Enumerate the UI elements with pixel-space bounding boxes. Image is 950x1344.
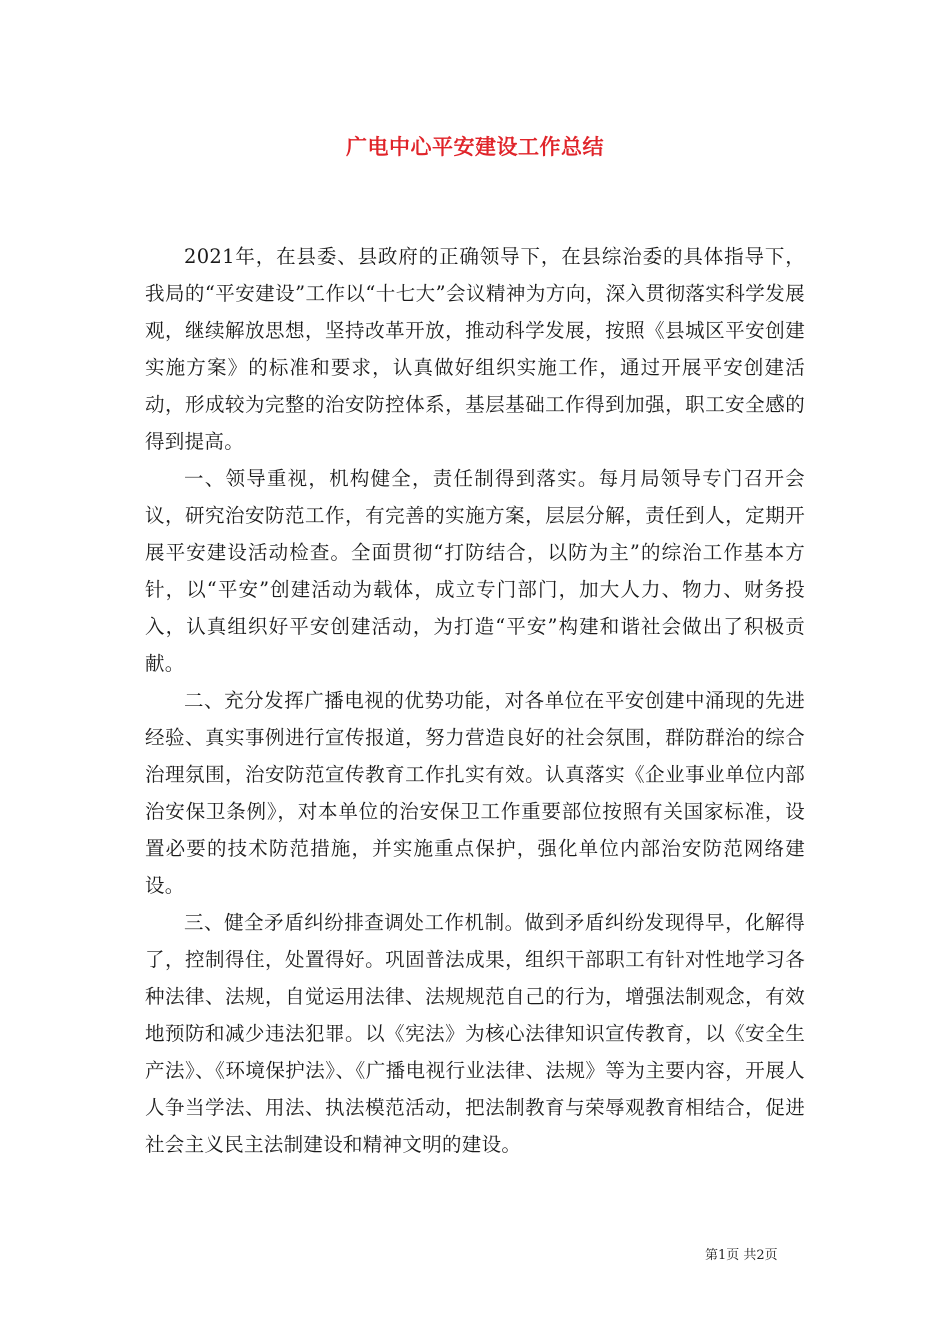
paragraph-section-3: 三、健全矛盾纠纷排查调处工作机制。做到矛盾纠纷发现得早，化解得了，控制得住，处置得好。巩固普法成果，组织干部职工有针对性地学习各种法律、法规，自觉运用法律、法规规范自己的行为，增强法制观念，有效地预防和减少违法犯罪。以《宪法》为核心法律知识宣传教育，以《安全生产法》、《环境保护法》、《广播电视行业法律、法规》等为主要内容，开展人人争当学法、用法、执法模范活动，把法制教育与荣辱观教育相结合，促进社会主义民主法制建设和精神文明的建设。 <box>145 911 805 1156</box>
paragraph-intro: 2021年，在县委、县政府的正确领导下，在县综治委的具体指导下，我局的“平安建设”工作以“十七大”会议精神为方向，深入贯彻落实科学发展观，继续解放思想，坚持改革开放，推动科学发展，按照《县城区平安创建实施方案》的标准和要求，认真做好组织实施工作，通过开展平安创建活动，形成较为完整的治安防控体系，基层基础工作得到加强，职工安全感的得到提高。 <box>145 245 805 453</box>
page-number-footer: 第1页 共2页 <box>705 1248 778 1263</box>
document-title: 广电中心平安建设工作总结 <box>346 135 604 159</box>
paragraph-section-1: 一、领导重视，机构健全，责任制得到落实。每月局领导专门召开会议，研究治安防范工作，有完善的实施方案，层层分解，责任到人，定期开展平安建设活动检查。全面贯彻“打防结合，以防为主”的综治工作基本方针，以“平安”创建活动为载体，成立专门部门，加大人力、物力、财务投入，认真组织好平安创建活动，为打造“平安”构建和谐社会做出了积极贡献。 <box>145 467 805 675</box>
paragraph-section-2: 二、充分发挥广播电视的优势功能，对各单位在平安创建中涌现的先进经验、真实事例进行宣传报道，努力营造良好的社会氛围，群防群治的综合治理氛围，治安防范宣传教育工作扎实有效。认真落实《企业事业单位内部治安保卫条例》，对本单位的治安保卫工作重要部位按照有关国家标准，设置必要的技术防范措施，并实施重点保护，强化单位内部治安防范网络建设。 <box>145 689 805 897</box>
document-body <box>145 238 805 1163</box>
